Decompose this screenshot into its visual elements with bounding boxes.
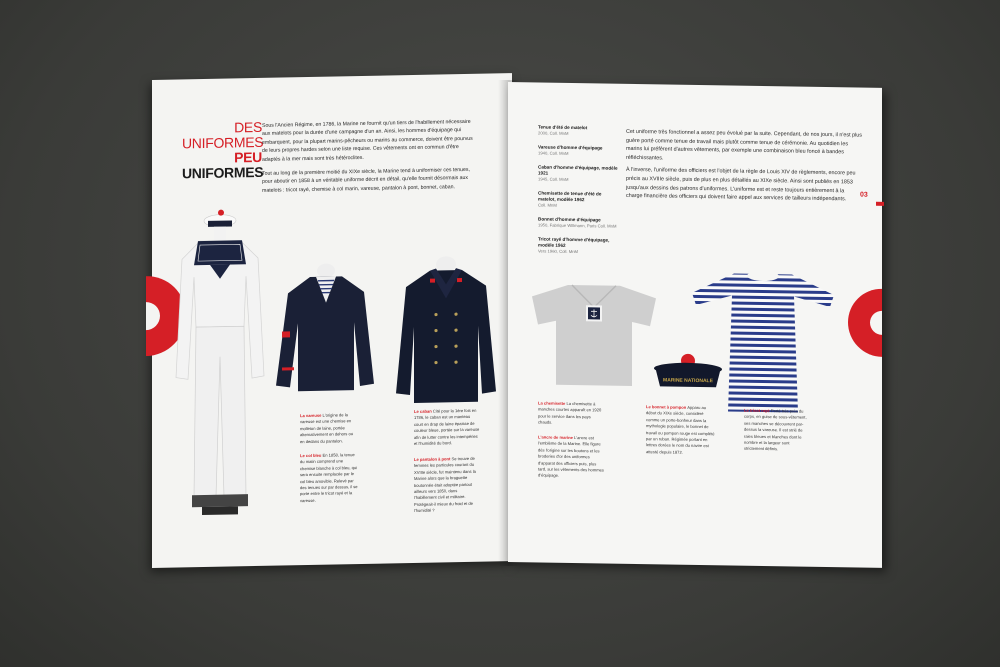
desc-bonnet-term: Le bonnet à pompon xyxy=(646,404,687,410)
caption-name: Bonnet d'homme d'équipage xyxy=(538,216,601,223)
desc-tricot-term: Le tricot rayé xyxy=(744,407,770,414)
desc-pantalon-text: Se trouve de femmes les particules courant du XVIIIe siècle, fut maintenu dans la Marine alors que la braguette boutonnée était adoptée partout ailleurs vers 1850, dans l'habillement civil et militaire. Protégeait-il mieux du froid et de l'humidité ? xyxy=(414,455,476,514)
title-line-4: UNIFORMES xyxy=(182,163,264,182)
desc-chemisette xyxy=(538,400,604,427)
caban-image xyxy=(390,253,502,405)
title-line-1: DES xyxy=(234,118,262,136)
tricot-raye-image xyxy=(688,265,838,417)
title-line-3: PEU xyxy=(234,148,262,166)
page-title xyxy=(182,120,262,182)
desc-vareuse-term: La vareuse xyxy=(300,412,322,419)
caption-name: Tricot rayé d'homme d'équipage, modèle 1962 xyxy=(538,236,610,248)
desc-bonnet xyxy=(646,404,716,456)
caption-detail: 1950, Fabrique Willmann, Paris Coll. MnM xyxy=(538,222,617,229)
desc-caban xyxy=(414,408,480,448)
desc-ancre-text: L'ancre est l'emblème de la Marine. Elle figure dès l'origine sur les boutons et les broderies d'or des uniformes d'apparat des officiers puis, plus tard, sur les vêtements des hommes d'équipage. xyxy=(538,435,604,479)
desc-ancre-term: L'ancre de marine xyxy=(538,434,573,441)
right-paragraph-1: Cet uniforme très fonctionnel a assez peu évolué par la suite. Cependant, de nos jours, il n'est plus guère porté comme tenue de travail mais plutôt comme tenue de cérémonie. Au quotidien les marins lui préfèrent d'autres vêtements, par exemple une combinaison bleu foncé à bandes réfléchissantes. xyxy=(626,128,862,162)
caption-detail: 2000, Coll. MnM xyxy=(538,130,569,136)
red-circle-decoration-right xyxy=(846,285,882,360)
desc-chemisette-term: La chemisette xyxy=(538,400,566,406)
intro-paragraph-2: Tout au long de la première moitié du XIXe siècle, la Marine tend à uniformiser ces tenues, pour aboutir en 1858 à un véritable uniforme décrit en détail, qu'elle fournit désormais aux matelots : tricot rayé, chemise à col marin, vareuse, pantalon à pont, bonnet, caban. xyxy=(262,166,470,194)
caption-name: Caban d'homme d'équipage, modèle 1921 xyxy=(538,164,618,176)
navy-vareuse-image xyxy=(270,262,378,394)
caption-detail: 1945, Coll. MnM xyxy=(538,176,569,182)
summer-uniform-image xyxy=(172,206,268,518)
desc-col xyxy=(300,452,358,504)
title-line-2: UNIFORMES xyxy=(182,133,264,152)
right-paragraph-2: À l'inverse, l'uniforme des officiers est l'objet de la règle de Louis XIV de règlements, encore peu précis au XVIIIe siècle, puis de plus en plus détaillés au XIXe siècle. Ainsi sont publiés en 1853 jusqu'aux dessins des patrons d'uniformes. L'uniforme est et reste toujours entièrement à la charge financière des officiers qui doivent faire appel aux services de tailleurs indépendants. xyxy=(626,167,856,203)
caption-detail: Vers 1960, Coll. MnM xyxy=(538,248,579,255)
red-tab-decoration xyxy=(876,202,884,206)
caption-item xyxy=(538,124,618,137)
caption-item xyxy=(538,216,618,229)
desc-pantalon-term: Le pantalon à pont xyxy=(414,456,451,462)
desc-pantalon xyxy=(414,456,480,515)
caption-name: Vareuse d'homme d'équipage xyxy=(538,144,603,151)
desc-ancre xyxy=(538,434,604,480)
caption-name: Tenue d'été de matelot xyxy=(538,124,588,131)
caption-name: Chemisette de tenue d'été de matelot, modèle 1962 xyxy=(538,190,602,203)
desc-col-text: En 1858, la tenue du matin comprend une chemise blanche à col bleu, qui sera ensuite remplacée par le col bleu amovible. Relevé par des tenues sur par dessus, il se porte entre le tricot rayé et la vareuse. xyxy=(300,452,358,504)
left-page xyxy=(152,73,512,568)
captions-list-right xyxy=(538,124,618,263)
caption-detail: Coll. MnM xyxy=(538,202,557,208)
desc-col-term: Le col bleu xyxy=(300,452,322,459)
caption-item xyxy=(538,144,618,157)
caption-detail: 1940, Coll. MnM xyxy=(538,150,569,156)
right-body-text xyxy=(626,128,862,208)
desc-caban-term: Le caban xyxy=(414,408,432,414)
right-page xyxy=(508,82,882,568)
page-number: 03 xyxy=(860,191,868,199)
desc-vareuse-text: L'origine de la vareuse est une chemise en molleton de laine, portée alternativement en dehors ou en dedans du pantalon. xyxy=(300,412,354,444)
desc-caban-text: Cité pour la 1ère fois en 1786, le caban est un manteau court en drap de laine épaisse de couleur bleue, portée sur la vareuse afin de lutter contre les intempéries et l'humidité du bord. xyxy=(414,407,480,447)
intro-paragraph-1: Sous l'Ancien Régime, en 1786, la Marine ne fournit qu'un tiers de l'habillement nécessaire aux matelots pour la durée d'une campagne d'un an. Ainsi, les hommes d'équipage qui embarquent, pour la plupart marins-pêcheurs ou marins au commerce, doivent être pourvus de leurs propres hardes selon une liste requise. Ces vêtements ont en commun d'être adaptés à la mer mais sont très hétéroclites. xyxy=(262,118,473,163)
bonnet-ribbon-text: MARINE NATIONALE xyxy=(663,377,713,385)
chemisette-image xyxy=(528,278,660,390)
desc-tricot-text: Porté très près du corps, en guise de sous-vêtement, ses manches se découvrent par-dessus la vareuse. Il est strié de raies bleues et blanches dont le nombre et la largeur sont strictement définis. xyxy=(744,408,807,452)
caption-item xyxy=(538,236,618,255)
desc-vareuse xyxy=(300,412,358,445)
desc-bonnet-text: Apparu au début du XIXe siècle, considéré comme un porte-bonheur dans la mythologie populaire, le bonnet de travail ou pompon rouge est complété par un ruban. Régimée portant en lettres dorées le nom du navire est attesté depuis 1872. xyxy=(646,404,715,455)
caption-item xyxy=(538,190,618,209)
desc-tricot xyxy=(744,408,810,454)
caption-item xyxy=(538,164,618,183)
desc-chemisette-text: La chemisette à manches courtes apparaît en 1920 pour le service dans les pays chauds. xyxy=(538,400,602,425)
